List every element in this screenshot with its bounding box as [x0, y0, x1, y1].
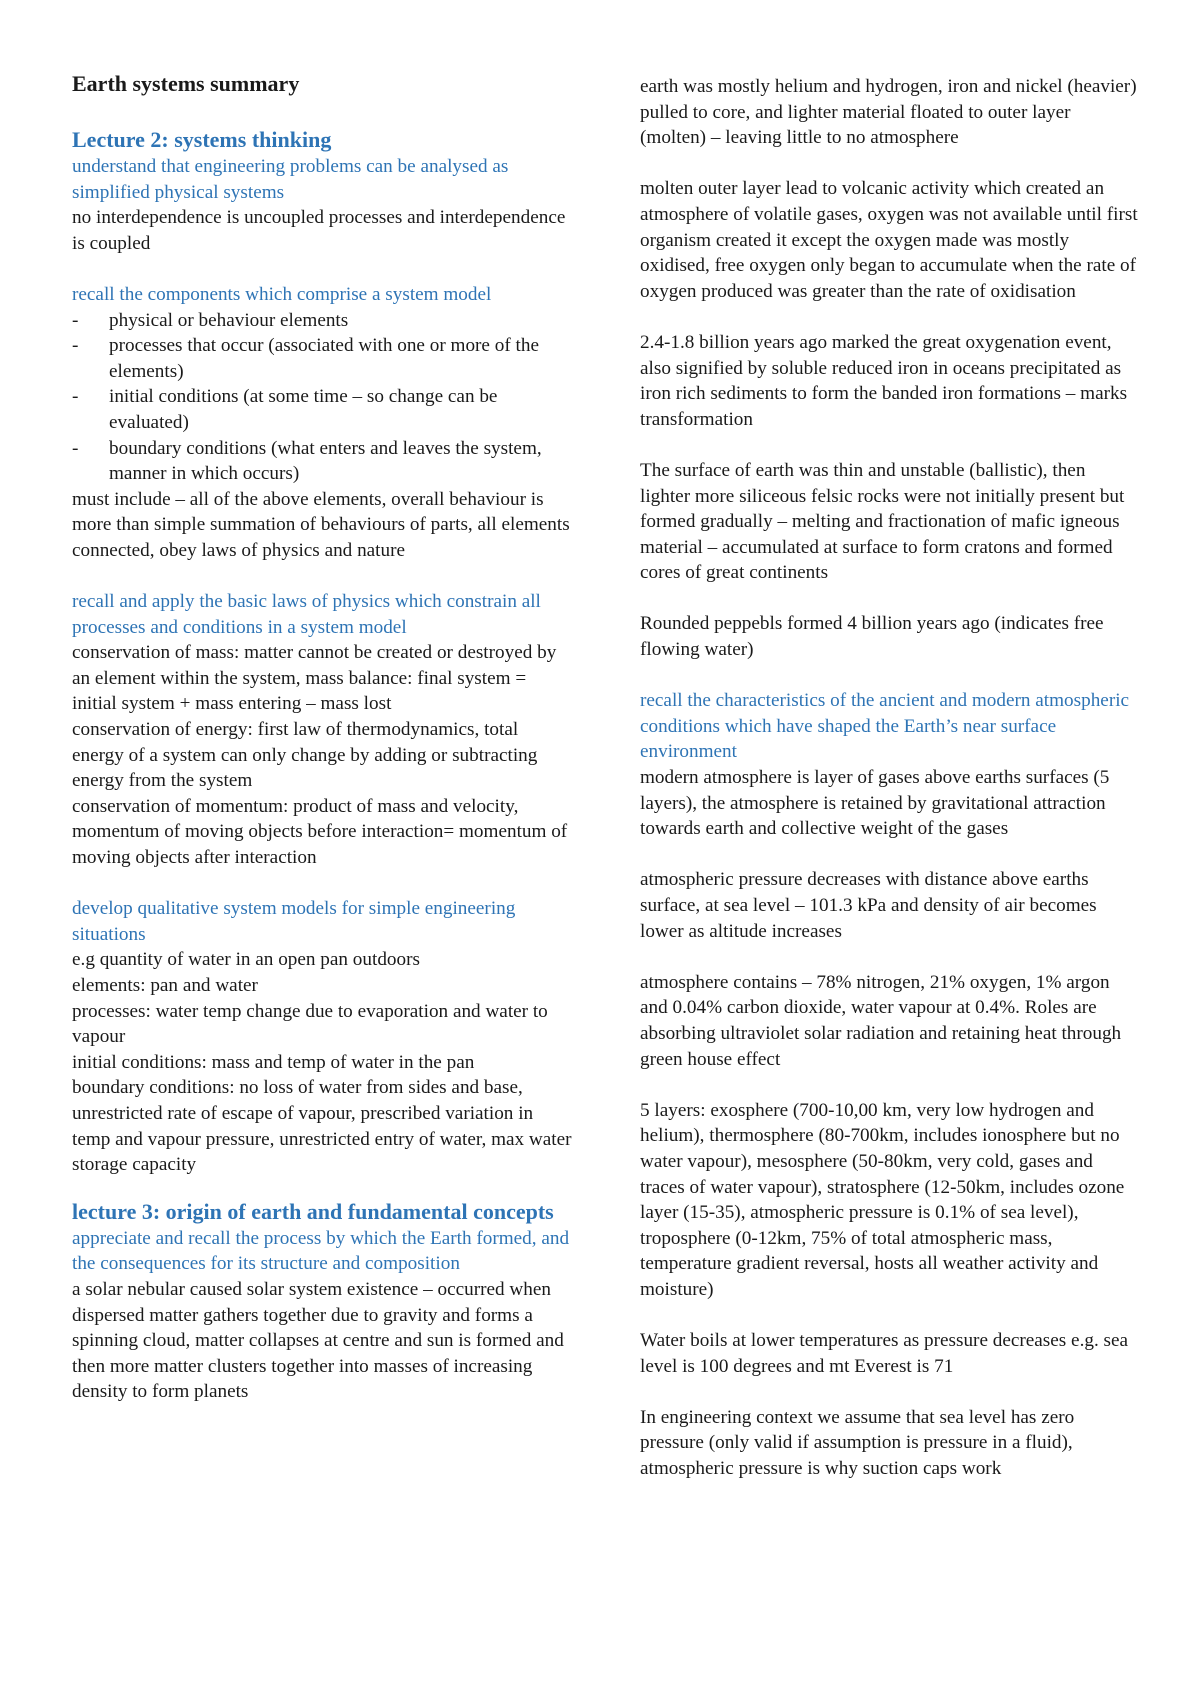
atmosphere-composition-paragraph: atmosphere contains – 78% nitrogen, 21% oxygen, 1% argon and 0.04% carbon dioxide, water vapour at 0.4%. Roles are absorbing ultraviolet solar radiation and retaining heat through green house effect — [640, 971, 1122, 1070]
lecture-2-heading: Lecture 2: systems thinking — [72, 127, 332, 152]
early-earth-paragraph: earth was mostly helium and hydrogen, iron and nickel (heavier) pulled to core, and lighter material floated to outer layer (molten) – leaving little to no atmosphere — [640, 76, 1137, 149]
oxygenation-event-paragraph: 2.4-1.8 billion years ago marked the great oxygenation event, also signified by soluble reduced iron in oceans precipitated as iron rich sediments to form the banded iron formations – marks transformation — [640, 331, 1128, 430]
document-title: Earth systems summary — [72, 71, 300, 96]
objective-atmospheric-conditions: recall the characteristics of the ancient and modern atmospheric conditions which have shaped the Earth’s near surface environment — [640, 690, 1130, 763]
boundary-conditions-line: boundary conditions: no loss of water from sides and base, unrestricted rate of escape of vapour, prescribed variation in temp and vapour pressure, unrestricted entry of water, max water storage capacity — [72, 1077, 572, 1176]
modern-atmosphere-paragraph: modern atmosphere is layer of gases above earths surfaces (5 layers), the atmosphere is retained by gravitational attraction towards earth and collective weight of the gases — [640, 767, 1110, 840]
objective-system-components: recall the components which comprise a system model — [72, 283, 492, 305]
conservation-of-momentum: conservation of momentum: product of mass and velocity, momentum of moving objects before interaction= momentum of moving objects after interaction — [72, 795, 568, 869]
objective-earth-formation: appreciate and recall the process by which the Earth formed, and the consequences for its structure and composition — [72, 1227, 570, 1275]
processes-line: processes: water temp change due to evaporation and water to vapour — [72, 1000, 548, 1048]
example-line: e.g quantity of water in an open pan outdoors — [72, 949, 420, 971]
left-column — [72, 70, 572, 1405]
pebbles-paragraph: Rounded peppebls formed 4 billion years ago (indicates free flowing water) — [640, 613, 1104, 661]
conservation-of-energy: conservation of energy: first law of thermodynamics, total energy of a system can only change by adding or subtracting energy from the system — [72, 719, 538, 792]
list-item: - physical or behaviour elements — [72, 308, 572, 334]
right-column — [640, 74, 1140, 1482]
list-item: - boundary conditions (what enters and leaves the system, manner in which occurs) — [72, 436, 572, 487]
objective-physics-laws: recall and apply the basic laws of physics which constrain all processes and conditions in a system model — [72, 591, 541, 638]
engineering-context-paragraph: In engineering context we assume that sea level has zero pressure (only valid if assumption is pressure in a fluid), atmospheric pressure is why suction caps work — [640, 1406, 1075, 1480]
boiling-point-paragraph: Water boils at lower temperatures as pressure decreases e.g. sea level is 100 degrees and mt Everest is 71 — [640, 1330, 1129, 1377]
atmosphere-layers-paragraph: 5 layers: exosphere (700-10,00 km, very low hydrogen and helium), thermosphere (80-700km, includes ionosphere but no water vapour), mesosphere (50-80km, very cold, gases and traces of water vapour), stratosphere (12-50km, includes ozone layer (15-35), atmospheric pressure is 0.1% of sea level), troposphere (0-12km, 75% of total atmospheric mass, temperature gradient reversal, hosts all weather activity and moisture) — [640, 1099, 1125, 1300]
component-list — [72, 308, 572, 487]
coupling-paragraph: no interdependence is uncoupled processes and interdependence is coupled — [72, 207, 566, 254]
must-include-paragraph: must include – all of the above elements, overall behaviour is more than simple summation of behaviours of parts, all elements connected, obey laws of physics and nature — [72, 488, 570, 561]
earth-surface-paragraph: The surface of earth was thin and unstable (ballistic), then lighter more siliceous felsic rocks were not initially present but formed gradually – melting and fractionation of mafic igneous material – accumulated at surface to form cratons and formed cores of great continents — [640, 459, 1125, 584]
list-item: - initial conditions (at some time – so change can be evaluated) — [72, 384, 572, 435]
atmospheric-pressure-paragraph: atmospheric pressure decreases with distance above earths surface, at sea level – 101.3 kPa and density of air becomes lower as altitude increases — [640, 869, 1097, 942]
initial-conditions-line: initial conditions: mass and temp of water in the pan — [72, 1051, 475, 1073]
volcanic-activity-paragraph: molten outer layer lead to volcanic activity which created an atmosphere of volatile gases, oxygen was not available until first organism created it except the oxygen made was mostly oxidised, free oxygen only began to accumulate when the rate of oxygen produced was greater than the rate of oxidisation — [640, 178, 1138, 302]
elements-line: elements: pan and water — [72, 975, 258, 996]
list-item: - processes that occur (associated with one or more of the elements) — [72, 333, 572, 384]
conservation-of-mass: conservation of mass: matter cannot be created or destroyed by an element within the system, mass balance: final system = initial system + mass entering – mass lost — [72, 642, 557, 715]
objective-systems-analysis: understand that engineering problems can be analysed as simplified physical systems — [72, 156, 509, 203]
solar-nebula-paragraph: a solar nebular caused solar system existence – occurred when dispersed matter gathers together due to gravity and forms a spinning cloud, matter collapses at centre and sun is formed and then more matter clusters together into masses of increasing density to form planets — [72, 1278, 564, 1403]
objective-qualitative-models: develop qualitative system models for simple engineering situations — [72, 898, 516, 945]
lecture-3-heading: lecture 3: origin of earth and fundamental concepts — [72, 1198, 554, 1224]
